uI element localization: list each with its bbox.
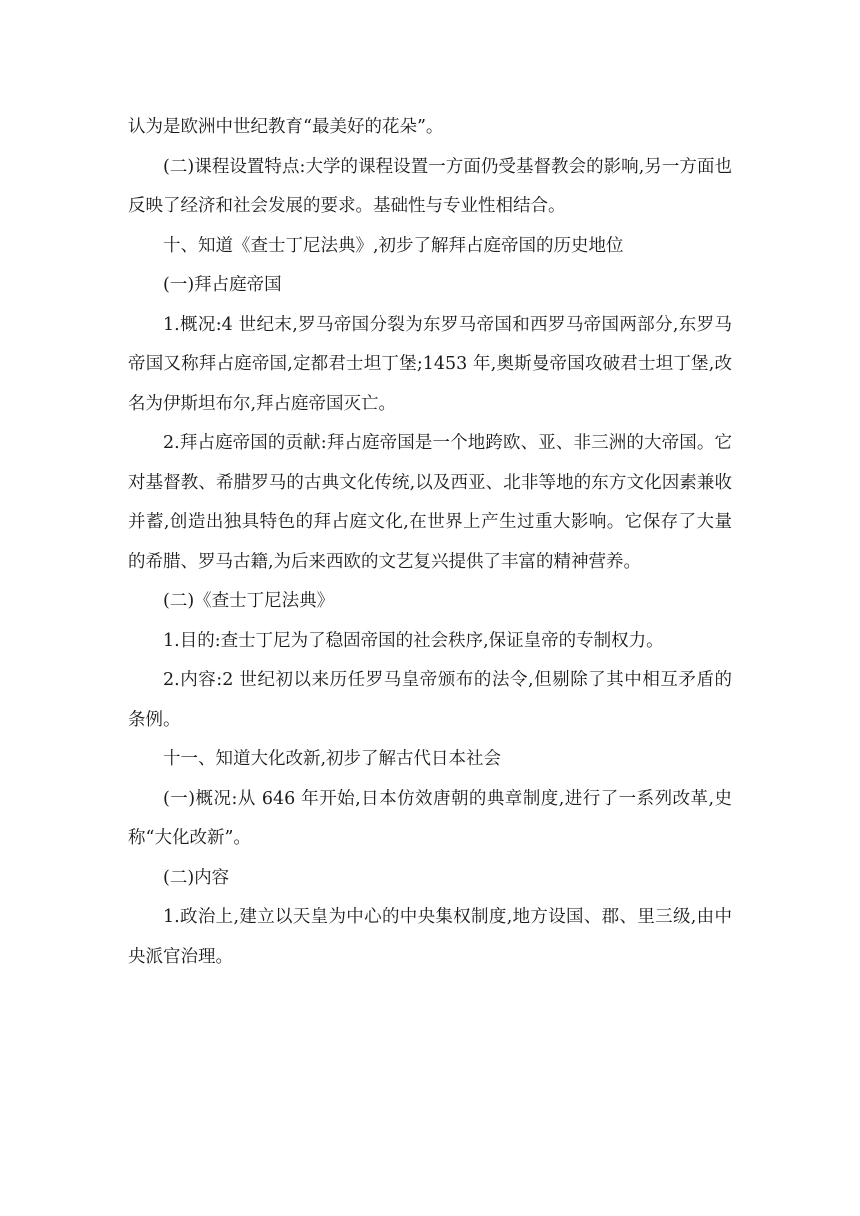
document-body — [128, 108, 732, 977]
subheading-taika-content: (二)内容 — [163, 867, 230, 888]
paragraph-continuation: 认为是欧洲中世纪教育“最美好的花朵”。 — [128, 117, 444, 137]
paragraph-byzantine-overview: 1.概况:4 世纪末,罗马帝国分裂为东罗马帝国和西罗马帝国两部分,东罗马帝国又称拜占庭帝国,定都君士坦丁堡;1453 年,奥斯曼帝国攻破君士坦丁堡,改名为伊斯坦布尔,拜占庭帝国灭亡。 — [128, 314, 732, 414]
paragraph-curriculum-features: (二)课程设置特点:大学的课程设置一方面仍受基督教会的影响,另一方面也反映了经济和社会发展的要求。基础性与专业性相结合。 — [128, 156, 732, 216]
paragraph-byzantine-contribution: 2.拜占庭帝国的贡献:拜占庭帝国是一个地跨欧、亚、非三洲的大帝国。它对基督教、希腊罗马的古典文化传统,以及西亚、北非等地的东方文化因素兼收并蓄,创造出独具特色的拜占庭文化,在世界上产生过重大影响。它保存了大量的希腊、罗马古籍,为后来西欧的文艺复兴提供了丰富的精神营养。 — [128, 433, 732, 572]
section-heading-taika-reform: 十一、知道大化改新,初步了解古代日本社会 — [163, 749, 502, 769]
paragraph-code-purpose: 1.目的:查士丁尼为了稳固帝国的社会秩序,保证皇帝的专制权力。 — [163, 630, 664, 651]
paragraph-code-content: 2.内容:2 世纪初以来历任罗马皇帝颁布的法令,但剔除了其中相互矛盾的条例。 — [128, 670, 732, 730]
subheading-byzantine-empire: (一)拜占庭帝国 — [163, 275, 282, 295]
section-heading-justinian-code: 十、知道《查士丁尼法典》,初步了解拜占庭帝国的历史地位 — [163, 235, 624, 256]
paragraph-taika-overview: (一)概况:从 646 年开始,日本仿效唐朝的典章制度,进行了一系列改革,史称“大化改新”。 — [128, 788, 732, 848]
paragraph-taika-politics: 1.政治上,建立以天皇为中心的中央集权制度,地方设国、郡、里三级,由中央派官治理。 — [128, 907, 732, 967]
subheading-justinian-code: (二)《查士丁尼法典》 — [163, 591, 335, 611]
